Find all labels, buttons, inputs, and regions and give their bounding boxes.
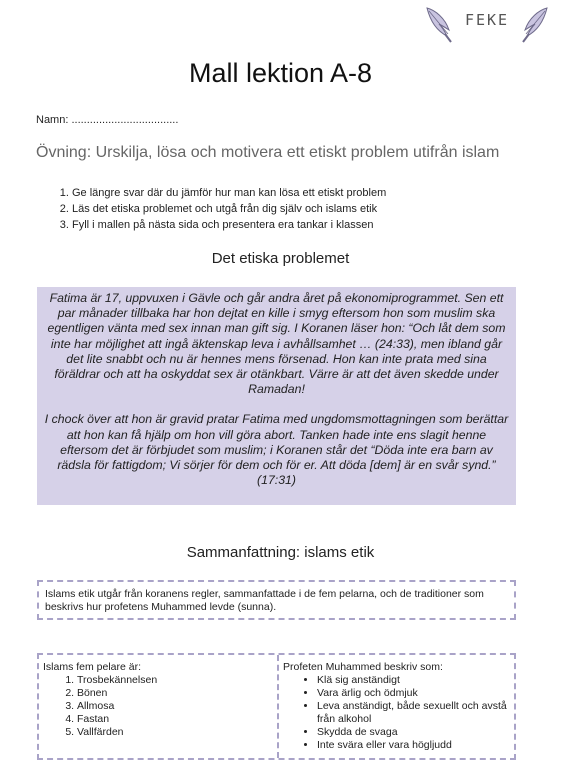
prophet-item: • Vara ärlig och ödmjuk — [317, 687, 510, 700]
name-field: Namn: ................................... — [36, 114, 179, 126]
pillar-item: 4. Fastan — [77, 713, 273, 726]
quill-left-icon — [421, 4, 455, 44]
pillar-item: 5. Vallfärden — [77, 726, 273, 739]
pillars-heading: Islams fem pelare är: — [43, 661, 142, 673]
prophet-column — [279, 655, 514, 758]
prophet-heading: Profeten Muhammed beskriv som: — [283, 661, 443, 673]
instruction-item: 1. Ge längre svar där du jämför hur man kan lösa ett etiskt problem — [72, 185, 386, 201]
ethics-table — [37, 653, 516, 760]
feke-logo — [421, 4, 553, 44]
prophet-item: • Skydda de svaga — [317, 726, 510, 739]
logo-text: FEKE — [464, 11, 510, 29]
summary-text: Islams etik utgår från koranens regler, sammanfattade i de fem pelarna, och de traditioner som beskrivs hur profetens Muhammed levde (sunna). — [45, 588, 484, 613]
pillar-item: 2. Bönen — [77, 687, 273, 700]
problem-paragraph: Fatima är 17, uppvuxen i Gävle och går andra året på ekonomiprogrammet. Sen ett par månader tillbaka har hon dejtat en kille i smyg eftersom hon som muslim ska egentligen vänta med sex innan man gift sig. I Koranen läser hon: “Och låt dem som inte har möjlighet att ingå äktenskap leva i avhållsamhet … (24:33), men ibland går det lite snabbt och nu är hennes mens försenad. Hon kan inte prata med sina föräldrar och att ha oskyddat sex är otänkbart. Värre är att det även skedde under Ramadan! — [47, 291, 506, 397]
instruction-list — [36, 185, 386, 233]
instruction-item: 2. Läs det etiska problemet och utgå från dig själv och islams etik — [72, 201, 386, 217]
pillar-item: 1. Trosbekännelsen — [77, 674, 273, 687]
instruction-item: 3. Fyll i mallen på nästa sida och presentera era tankar i klassen — [72, 217, 386, 233]
prophet-list — [283, 674, 510, 752]
summary-heading: Sammanfattning: islams etik — [186, 544, 375, 561]
prophet-item: • Inte svära eller vara högljudd — [317, 739, 510, 752]
problem-box — [37, 287, 516, 505]
quill-right-icon — [519, 4, 553, 44]
problem-paragraph: I chock över att hon är gravid pratar Fatima med ungdomsmottagningen som berättar att hon kan få hjälp om hon vill göra abort. Tanken hade inte ens slagit henne eftersom det är förbjudet som muslim; i Koranen står det “Döda inte era barn av rädsla för fattigdom; Vi sörjer för dem och för er. Att döda [dem] är en svår synd.” (17:31) — [44, 412, 509, 488]
pillars-list — [43, 674, 273, 739]
pillars-column — [39, 655, 279, 758]
page-title: Mall lektion A-8 — [188, 58, 373, 88]
prophet-item: • Klä sig anständigt — [317, 674, 510, 687]
summary-box — [37, 580, 516, 620]
exercise-heading: Övning: Urskilja, lösa och motivera ett etiskt problem utifrån islam — [36, 144, 500, 161]
prophet-item: • Leva anständigt, både sexuellt och avstå från alkohol — [317, 700, 510, 726]
pillar-item: 3. Allmosa — [77, 700, 273, 713]
problem-heading: Det etiska problemet — [211, 250, 350, 267]
